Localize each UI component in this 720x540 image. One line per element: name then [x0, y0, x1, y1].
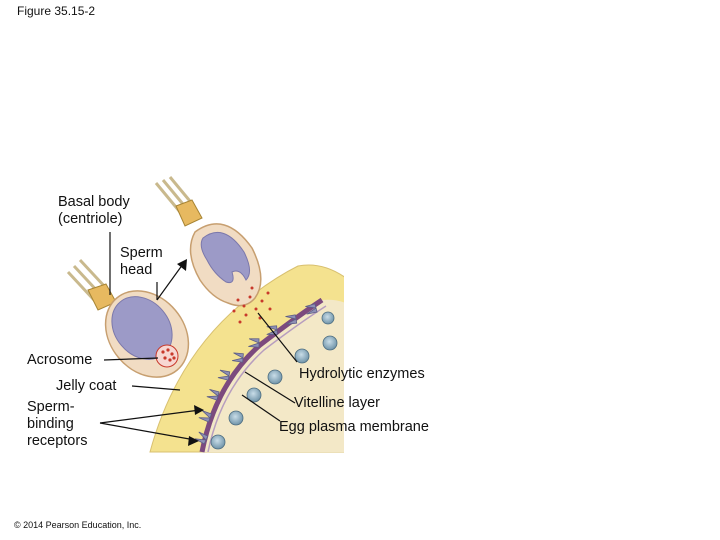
label-vitelline-layer: Vitelline layer — [294, 395, 380, 411]
leader-jelly-coat — [132, 386, 180, 390]
label-egg-plasma-membrane: Egg plasma membrane — [279, 419, 429, 435]
figure-title: Figure 35.15-2 — [17, 4, 96, 18]
acrosome — [156, 345, 178, 367]
label-jelly-coat: Jelly coat — [56, 378, 117, 394]
label-acrosome: Acrosome — [27, 352, 93, 368]
copyright-notice: © 2014 Pearson Education, Inc. — [14, 520, 142, 530]
label-hydrolytic-enzymes: Hydrolytic enzymes — [299, 366, 425, 382]
sperm-upper — [156, 177, 261, 306]
label-sperm-binding-receptors: Sperm- binding receptors — [27, 399, 88, 449]
arrowhead-sperm-head — [177, 259, 187, 271]
label-basal-body: Basal body (centriole) — [58, 194, 130, 227]
label-sperm-head: Sperm head — [120, 245, 163, 278]
basal-body-upper — [176, 200, 202, 226]
